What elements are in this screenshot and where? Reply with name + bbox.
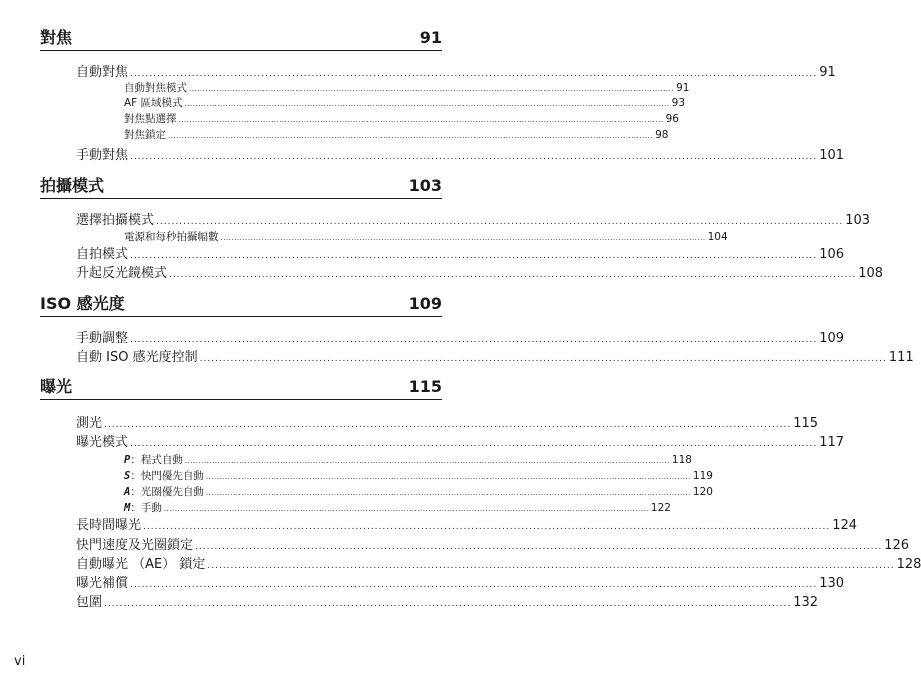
toc-label: 長時間曝光 xyxy=(76,518,142,533)
toc-page: 106 xyxy=(819,247,845,262)
toc-subentry[interactable] xyxy=(124,129,669,143)
toc-page: 109 xyxy=(819,331,845,346)
toc-label: AF 區域模式 xyxy=(124,97,183,109)
dot-leader: .................................................................................................................................................................................. xyxy=(220,234,706,242)
section-heading xyxy=(40,28,442,51)
section-heading xyxy=(40,294,442,317)
toc-page: 117 xyxy=(819,435,845,450)
dot-leader: .................................................................................................................................................................................. xyxy=(168,132,654,140)
section-page: 91 xyxy=(419,28,442,47)
toc-subentry[interactable] xyxy=(124,454,692,468)
toc-label: 自動曝光 （AE） 鎖定 xyxy=(76,557,206,572)
dot-leader: .................................................................................................................................................................................. xyxy=(184,100,670,108)
toc-entry[interactable] xyxy=(76,148,845,165)
mode-p-icon: P xyxy=(124,454,131,466)
toc-label: 手動對焦 xyxy=(76,148,129,163)
toc-label: 手動調整 xyxy=(76,331,129,346)
dot-leader: .................................................................................................................................................................................. xyxy=(143,522,831,532)
toc-entry[interactable] xyxy=(76,576,845,593)
dot-leader: .................................................................................................................................................................................. xyxy=(130,580,818,590)
toc-page: 132 xyxy=(793,595,819,610)
toc-entry[interactable] xyxy=(76,213,871,230)
toc-label: 自動 ISO 感光度控制 xyxy=(76,350,198,365)
toc-label: 曝光補償 xyxy=(76,576,129,591)
dot-leader: .................................................................................................................................................................................. xyxy=(156,217,844,227)
toc-label: 自拍模式 xyxy=(76,247,129,262)
dot-leader: .................................................................................................................................................................................. xyxy=(104,599,792,609)
section-page: 115 xyxy=(408,377,442,396)
toc-page: 122 xyxy=(650,502,671,514)
toc-entry[interactable] xyxy=(76,435,845,452)
toc-page: 108 xyxy=(858,266,884,281)
dot-leader: .................................................................................................................................................................................. xyxy=(195,542,883,552)
toc-label: ：程式自動 xyxy=(130,454,183,466)
dot-leader: .................................................................................................................................................................................. xyxy=(169,270,857,280)
toc-page: 115 xyxy=(793,416,819,431)
section-page: 109 xyxy=(408,294,442,313)
toc-page: 118 xyxy=(671,454,692,466)
toc-page: 101 xyxy=(819,148,845,163)
toc-page: 104 xyxy=(707,231,728,243)
toc-page: 93 xyxy=(671,97,686,109)
toc-label: 升起反光鏡模式 xyxy=(76,266,168,281)
toc-page: 124 xyxy=(832,518,858,533)
toc-page: 98 xyxy=(655,129,669,141)
toc-subentry[interactable] xyxy=(124,82,690,96)
section-title: 拍攝模式 xyxy=(40,176,105,195)
dot-leader: .................................................................................................................................................................................. xyxy=(184,457,670,465)
toc-page: 128 xyxy=(896,557,921,572)
toc-page: 91 xyxy=(819,65,836,80)
toc-page: 111 xyxy=(888,350,914,365)
section-title: ISO 感光度 xyxy=(40,294,125,313)
section-page: 103 xyxy=(408,176,442,195)
toc-entry[interactable] xyxy=(76,266,884,283)
dot-leader: .................................................................................................................................................................................. xyxy=(205,473,691,481)
dot-leader: .................................................................................................................................................................................. xyxy=(199,354,887,364)
toc-subentry[interactable] xyxy=(124,502,671,516)
toc-label: ：手動 xyxy=(130,502,162,514)
mode-a-icon: A xyxy=(124,486,131,498)
toc-entry[interactable] xyxy=(76,331,845,348)
dot-leader: .................................................................................................................................................................................. xyxy=(163,505,649,513)
section-title: 對焦 xyxy=(40,28,73,47)
toc-label: ：快門優先自動 xyxy=(130,470,204,482)
toc-subentry[interactable] xyxy=(124,486,713,500)
toc-entry[interactable] xyxy=(76,538,910,555)
dot-leader: .................................................................................................................................................................................. xyxy=(130,439,818,449)
toc-page: 119 xyxy=(692,470,713,482)
toc-page: 91 xyxy=(676,82,690,94)
dot-leader: .................................................................................................................................................................................. xyxy=(104,420,792,430)
toc-label: 對焦鎖定 xyxy=(124,129,166,141)
dot-leader: .................................................................................................................................................................................. xyxy=(130,251,818,261)
toc-label: 曝光模式 xyxy=(76,435,129,450)
dot-leader: .................................................................................................................................................................................. xyxy=(207,561,895,571)
toc-entry[interactable] xyxy=(76,557,921,574)
toc-entry[interactable] xyxy=(76,65,836,82)
mode-s-icon: S xyxy=(124,470,131,482)
section-title: 曝光 xyxy=(40,377,73,396)
toc-label: ：光圈優先自動 xyxy=(130,486,204,498)
toc-page: 96 xyxy=(665,113,679,125)
toc-entry[interactable] xyxy=(76,416,819,433)
toc-subentry[interactable] xyxy=(124,470,713,484)
mode-m-icon: M xyxy=(124,502,131,514)
toc-label: 選擇拍攝模式 xyxy=(76,213,155,228)
toc-subentry[interactable] xyxy=(124,231,728,245)
toc-entry[interactable] xyxy=(76,518,858,535)
dot-leader: .................................................................................................................................................................................. xyxy=(130,335,818,345)
toc-page: 103 xyxy=(845,213,871,228)
page-number: vi xyxy=(14,654,26,669)
toc-page: 130 xyxy=(819,576,845,591)
toc-subentry[interactable] xyxy=(124,97,686,111)
dot-leader: .................................................................................................................................................................................. xyxy=(130,152,818,162)
dot-leader: .................................................................................................................................................................................. xyxy=(178,116,664,124)
toc-page: 120 xyxy=(692,486,713,498)
dot-leader: .................................................................................................................................................................................. xyxy=(205,489,691,497)
section-heading xyxy=(40,377,442,400)
toc-entry[interactable] xyxy=(76,247,845,264)
toc-label: 對焦點選擇 xyxy=(124,113,177,125)
toc-label: 自動對焦模式 xyxy=(124,82,187,94)
toc-subentry[interactable] xyxy=(124,113,679,127)
toc-label: 電源和每秒拍攝幅數 xyxy=(124,231,219,243)
section-heading xyxy=(40,176,442,199)
dot-leader: .................................................................................................................................................................................. xyxy=(189,85,675,93)
dot-leader: .................................................................................................................................................................................. xyxy=(130,69,818,79)
toc-page: 126 xyxy=(884,538,910,553)
toc-entry[interactable] xyxy=(76,595,819,612)
toc-label: 快門速度及光圈鎖定 xyxy=(76,538,194,553)
toc-label: 自動對焦 xyxy=(76,65,129,80)
toc-entry[interactable] xyxy=(76,350,914,367)
toc-label: 測光 xyxy=(76,416,103,431)
toc-label: 包圍 xyxy=(76,595,103,610)
